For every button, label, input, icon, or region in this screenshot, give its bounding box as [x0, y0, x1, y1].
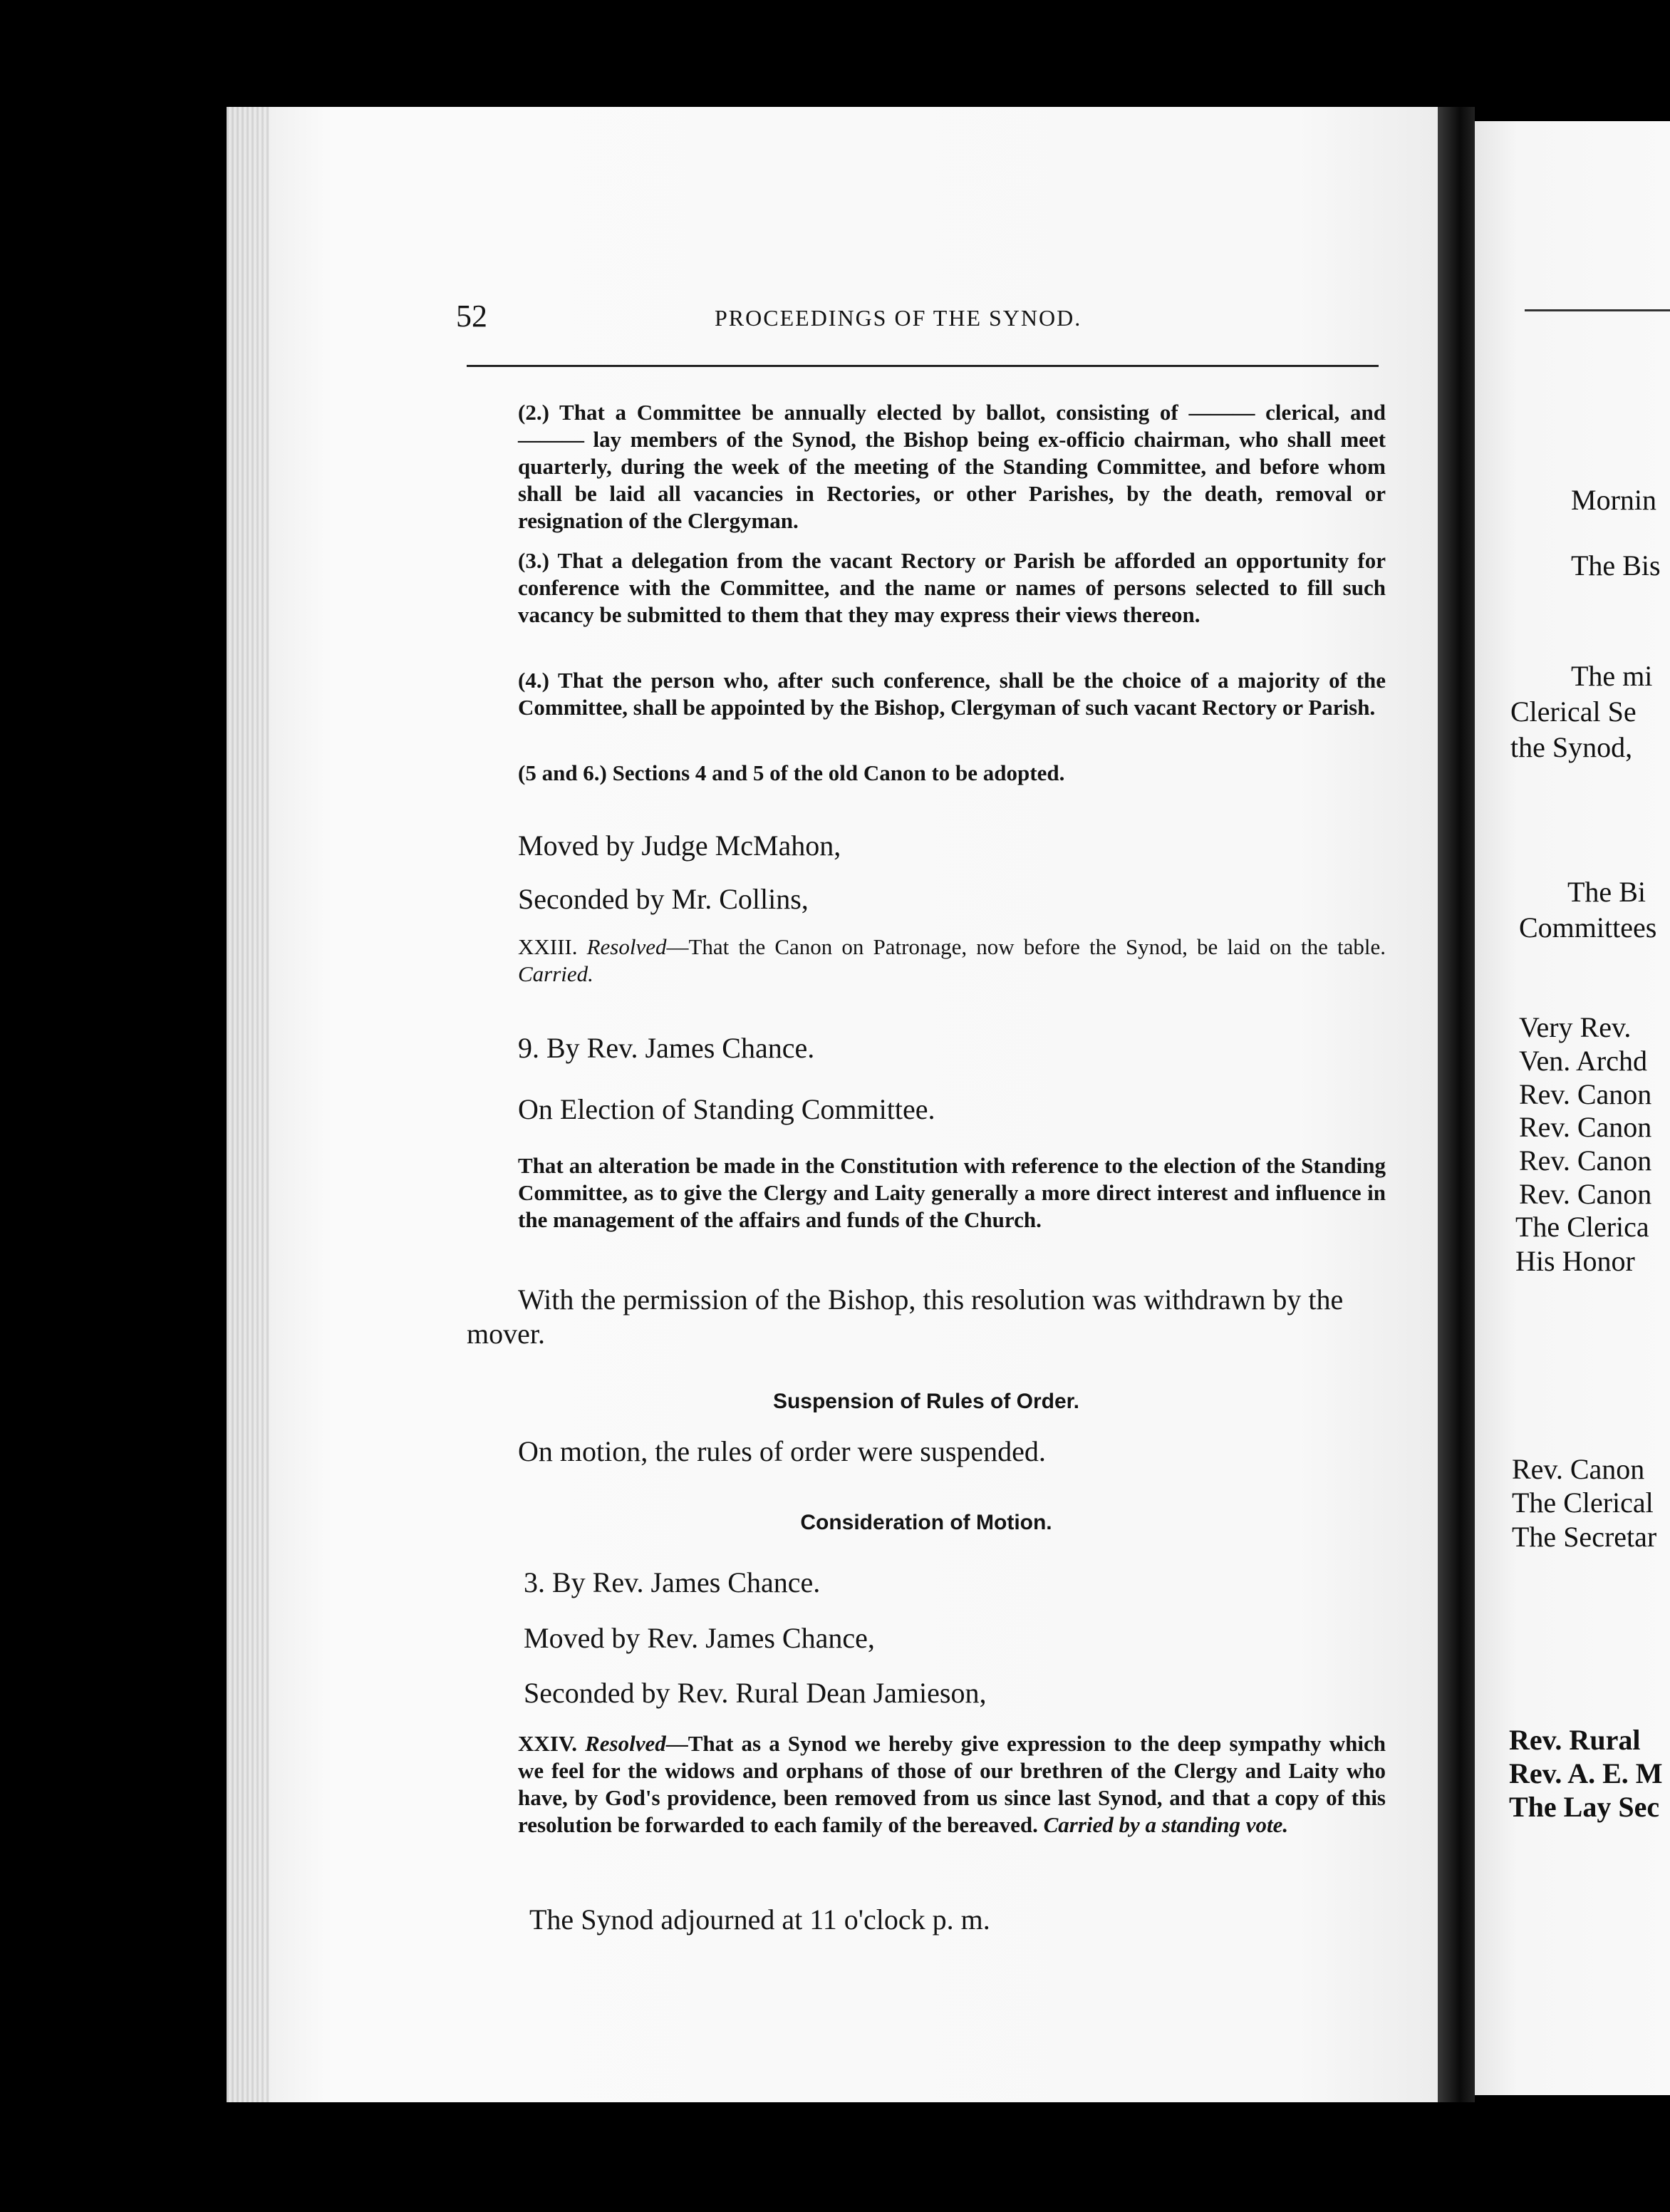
consideration-heading: Consideration of Motion. [800, 1511, 1052, 1534]
right-line: Rev. A. E. M [1509, 1757, 1663, 1789]
seconded-by-1: Seconded by Mr. Collins, [518, 883, 809, 915]
running-head: PROCEEDINGS OF THE SYNOD. [715, 305, 1082, 331]
paragraph-3-text: (3.) That a delegation from the vacant Rectory or Parish be afforded an opportunity for conference with the Committee, and the name or names of persons selected to fill such vacancy be submitted to them that they may express their views thereon. [518, 548, 1386, 627]
resolution-23-carried: Carried. [518, 961, 593, 986]
resolution-23-resolved: Resolved [586, 934, 667, 959]
withdrawn-text: With the permission of the Bishop, this resolution was withdrawn by the mover. [467, 1283, 1344, 1350]
right-line: Rev. Canon [1519, 1178, 1652, 1210]
right-line: The Bis [1571, 549, 1661, 582]
right-line: The Clerica [1515, 1211, 1649, 1243]
right-line: The Secretar [1512, 1521, 1657, 1553]
resolution-23-number: XXIII. [518, 934, 578, 959]
right-line: Rev. Rural [1509, 1724, 1641, 1756]
paragraph-4 [467, 667, 1386, 721]
moved-by-2: Moved by Rev. James Chance, [524, 1622, 875, 1654]
page-edge-shading [227, 107, 269, 2102]
right-line: The Bi [1567, 876, 1646, 908]
right-line: Ven. Archd [1519, 1045, 1647, 1077]
right-line: Committees [1519, 911, 1657, 944]
paragraph-5-6 [467, 760, 1386, 787]
paragraph-4-text: (4.) That the person who, after such conference, shall be the choice of a majority of the Committee, shall be appointed by the Bishop, Clergyman of such vacant Rectory or Parish. [518, 668, 1386, 720]
resolution-24-carried: Carried by a standing vote. [1043, 1812, 1289, 1837]
paragraph-5-6-text: (5 and 6.) Sections 4 and 5 of the old Canon to be adopted. [518, 760, 1065, 785]
resolution-24 [467, 1730, 1386, 1839]
right-line: The Lay Sec [1509, 1791, 1660, 1823]
right-line: Rev. Canon [1512, 1453, 1645, 1485]
paragraph-2-text: (2.) That a Committee be annually elected by ballot, consisting of ——— clerical, and ——— lay members of the Synod, the Bishop being ex-officio chairman, who shall meet quarterly, during the week of the meeting of the Standing Committee, and before whom shall be laid all vacancies in Rectories, or other Parishes, by the death, removal or resignation of the Clergyman. [518, 400, 1386, 533]
suspension-heading: Suspension of Rules of Order. [772, 1390, 1080, 1413]
right-line: Mornin [1571, 484, 1656, 516]
paragraph-2 [467, 399, 1386, 534]
right-line: Rev. Canon [1519, 1078, 1652, 1110]
book-gutter [1438, 107, 1475, 2102]
paragraph-3 [467, 547, 1386, 629]
right-line: Rev. Canon [1519, 1144, 1652, 1177]
moved-by-1: Moved by Judge McMahon, [518, 830, 841, 862]
right-line: Rev. Canon [1519, 1111, 1652, 1143]
right-header-rule [1525, 309, 1670, 311]
motion-9: 9. By Rev. James Chance. [518, 1032, 815, 1064]
adjourned-text: The Synod adjourned at 11 o'clock p. m. [529, 1903, 990, 1936]
resolution-23-text: —That the Canon on Patronage, now before the Synod, be laid on the table. [666, 934, 1386, 959]
header-rule [467, 365, 1379, 367]
page-number: 52 [456, 299, 487, 334]
motion-9-text: That an alteration be made in the Constitution with reference to the election of the Standing Committee, as to give the Clergy and Laity generally a more direct interest and influence in the management of the affairs and funds of the Church. [518, 1153, 1386, 1232]
suspension-text: On motion, the rules of order were suspended. [518, 1435, 1046, 1467]
resolution-24-resolved: Resolved [585, 1731, 666, 1756]
resolution-23 [467, 934, 1386, 988]
right-line: His Honor [1515, 1245, 1635, 1277]
resolution-24-text: —That as a Synod we hereby give expression to the deep sympathy which we feel for the widows and orphans of those of our brethren of the Clergy and Laity who have, by God's providence, been removed from us since last Synod, and that a copy of this resolution be forwarded to each family of the bereaved. [518, 1731, 1386, 1837]
motion-9-paragraph [467, 1152, 1386, 1234]
resolution-24-number: XXIV. [518, 1731, 577, 1756]
seconded-by-2: Seconded by Rev. Rural Dean Jamieson, [524, 1677, 987, 1709]
right-line: Clerical Se [1510, 696, 1637, 728]
right-line: Very Rev. [1519, 1011, 1632, 1043]
right-line: the Synod, [1510, 731, 1633, 763]
motion-9-title: On Election of Standing Committee. [518, 1093, 935, 1125]
motion-3: 3. By Rev. James Chance. [524, 1566, 821, 1598]
right-line: The mi [1571, 660, 1653, 692]
right-line: The Clerical [1512, 1487, 1654, 1519]
